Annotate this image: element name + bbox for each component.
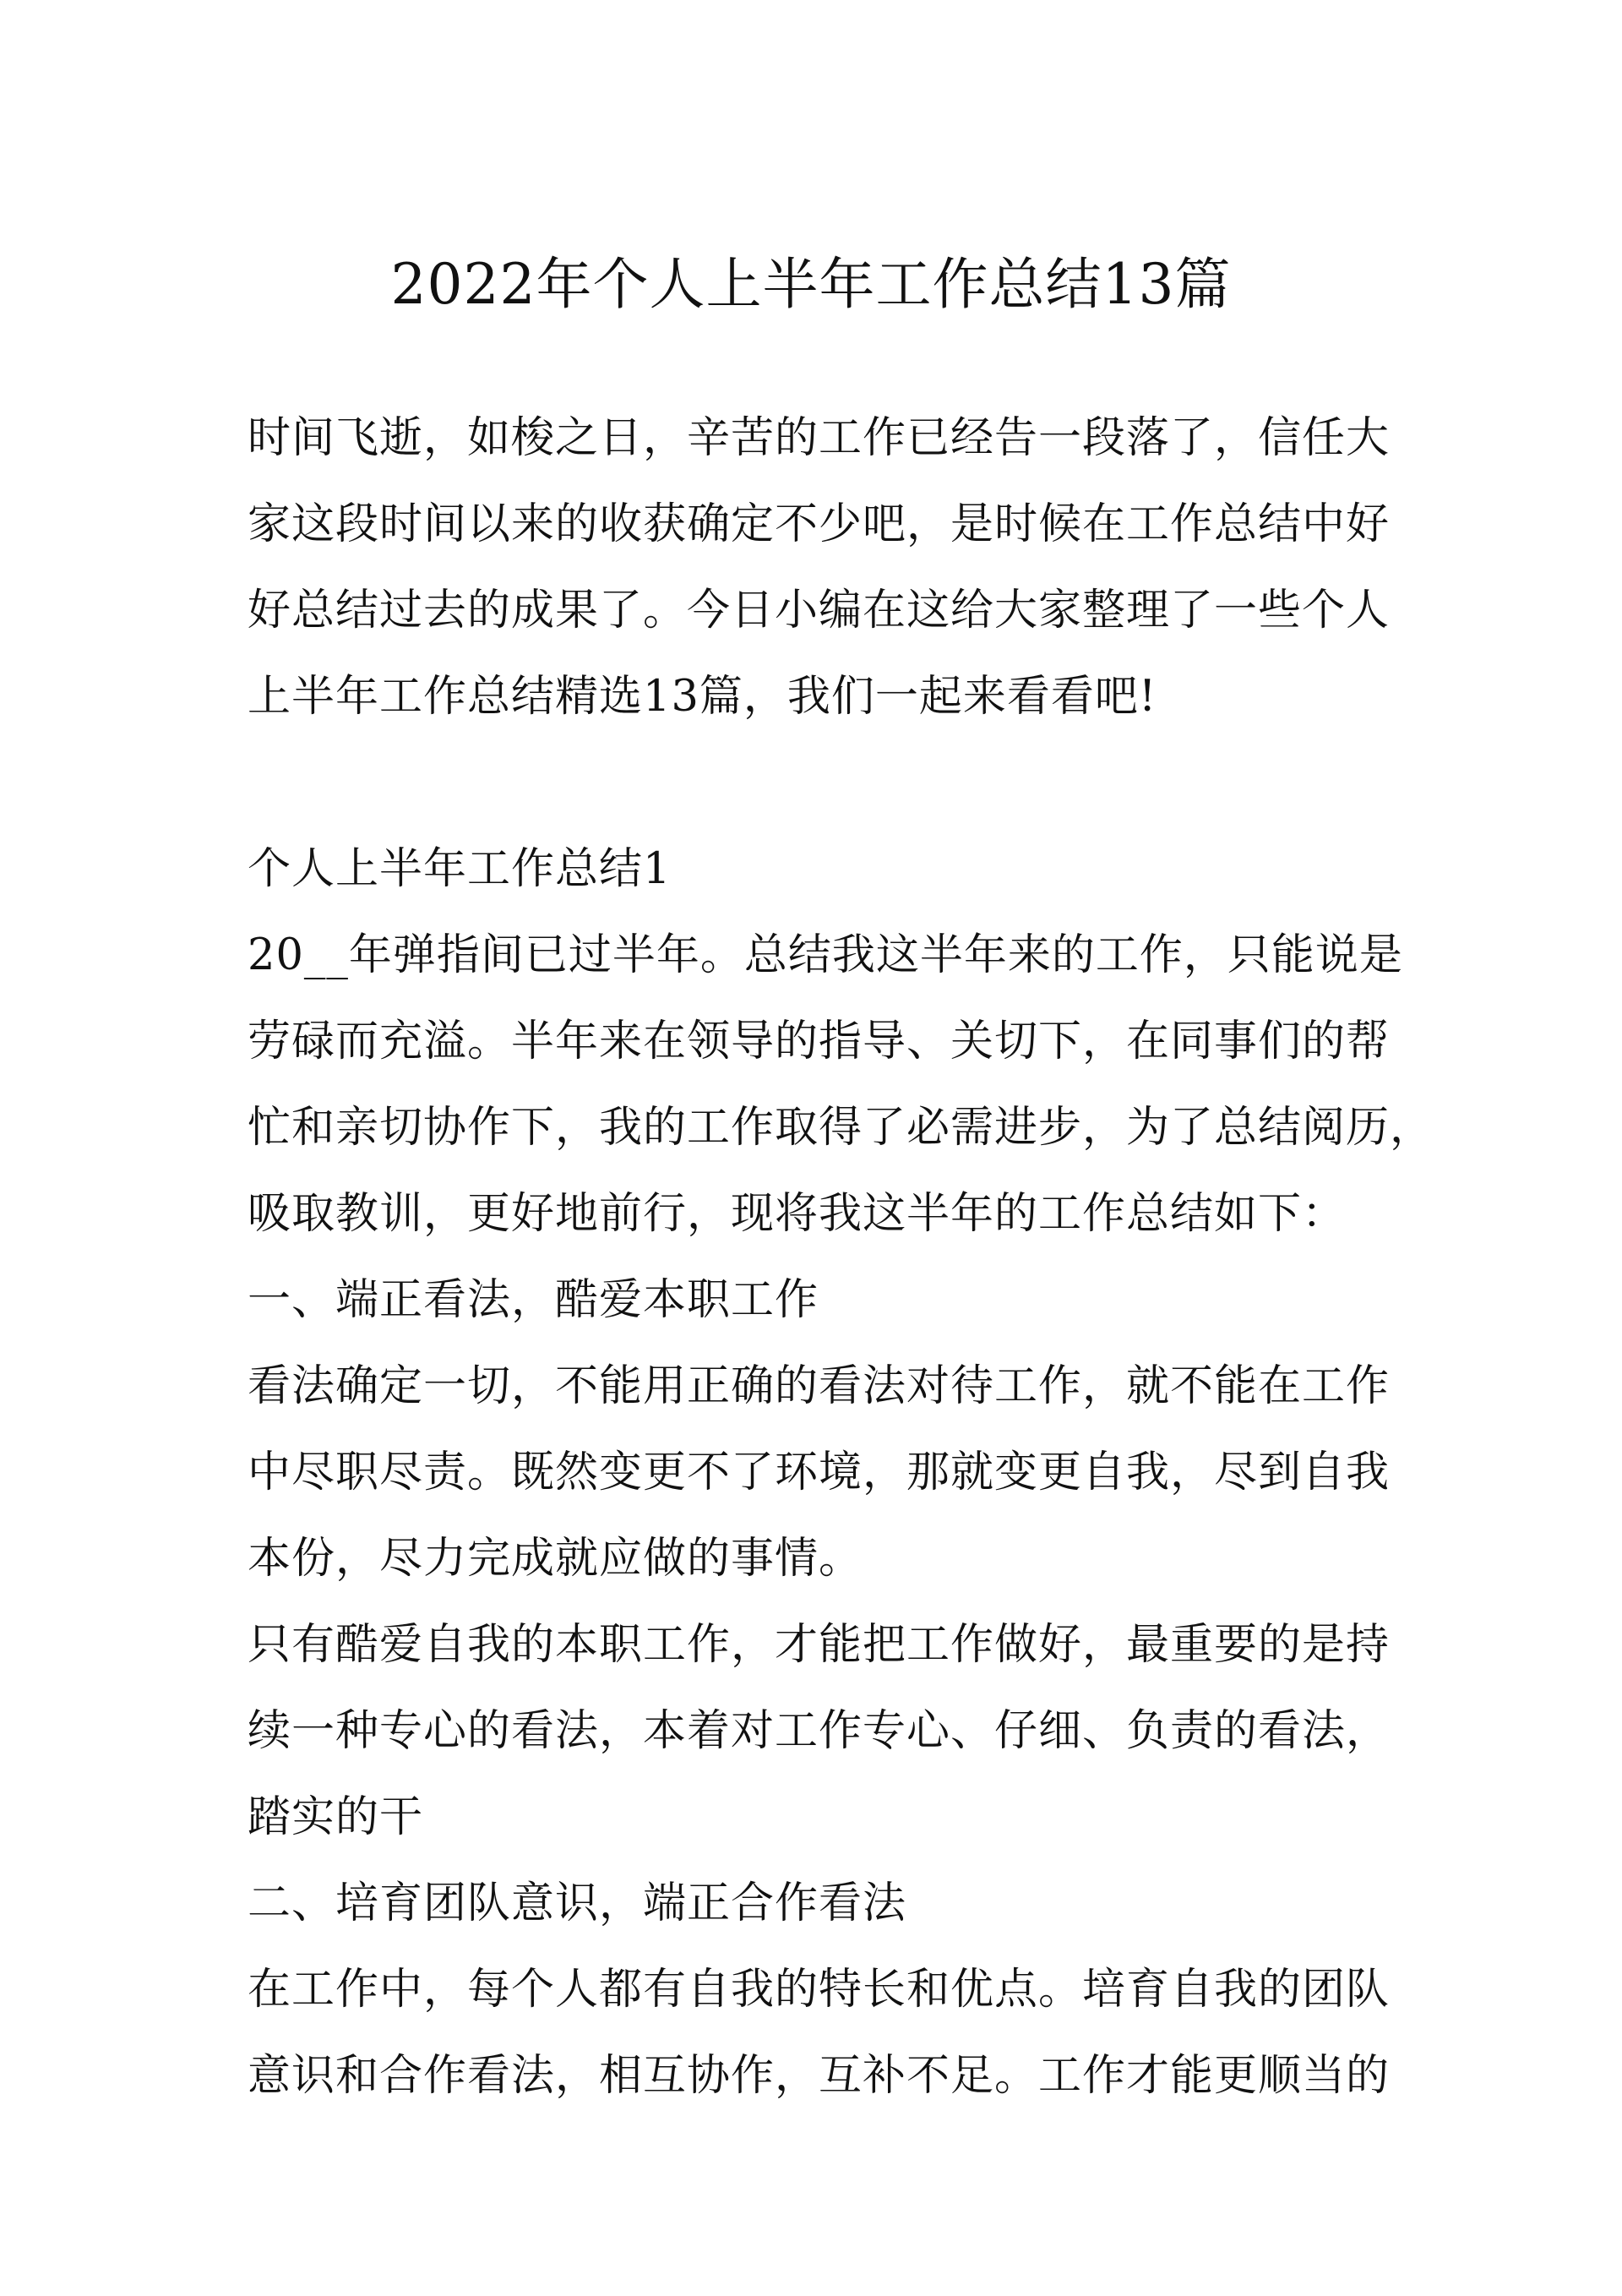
document-body	[248, 395, 1434, 2119]
paragraph-gap	[248, 740, 1388, 826]
body-line: 踏实的干	[248, 1792, 424, 1842]
body-line: 在工作中，每个人都有自我的特长和优点。培育自我的团队	[248, 1965, 1391, 2015]
body-line: 续一种专心的看法，本着对工作专心、仔细、负责的看法，	[248, 1706, 1391, 1756]
subheading-line: 二、培育团队意识，端正合作看法	[248, 1879, 907, 1928]
body-line: 看法确定一切，不能用正确的看法对待工作，就不能在工作	[248, 1361, 1391, 1411]
body-line: 本份，尽力完成就应做的事情。	[248, 1534, 863, 1584]
body-line: 中尽职尽责。既然变更不了环境，那就变更自我，尽到自我	[248, 1448, 1391, 1497]
body-line: 意识和合作看法，相互协作，互补不足。工作才能更顺当的	[248, 2051, 1391, 2101]
document-title: 2022年个人上半年工作总结13篇	[390, 252, 1232, 317]
subheading-line: 一、端正看法，酷爱本职工作	[248, 1275, 819, 1325]
body-line: 20__年弹指间已过半年。总结我这半年来的工作，只能说是	[248, 930, 1403, 980]
intro-line: 家这段时间以来的收获确定不少吧，是时候在工作总结中好	[248, 499, 1391, 549]
body-line: 吸取教训，更好地前行，现将我这半年的工作总结如下：	[248, 1189, 1347, 1239]
intro-line: 时间飞逝，如梭之日，辛苦的工作已经告一段落了，信任大	[248, 413, 1391, 463]
intro-line: 上半年工作总结精选13篇，我们一起来看看吧!	[248, 672, 1157, 722]
body-line: 只有酷爱自我的本职工作，才能把工作做好，最重要的是持	[248, 1620, 1391, 1670]
body-line: 忙和亲切协作下，我的工作取得了必需进步，为了总结阅历，	[248, 1103, 1434, 1153]
section-heading: 个人上半年工作总结1	[248, 844, 672, 894]
body-line: 劳碌而充溢。半年来在领导的指导、关切下，在同事们的帮	[248, 1017, 1391, 1066]
intro-line: 好总结过去的成果了。今日小编在这给大家整理了一些个人	[248, 586, 1391, 635]
